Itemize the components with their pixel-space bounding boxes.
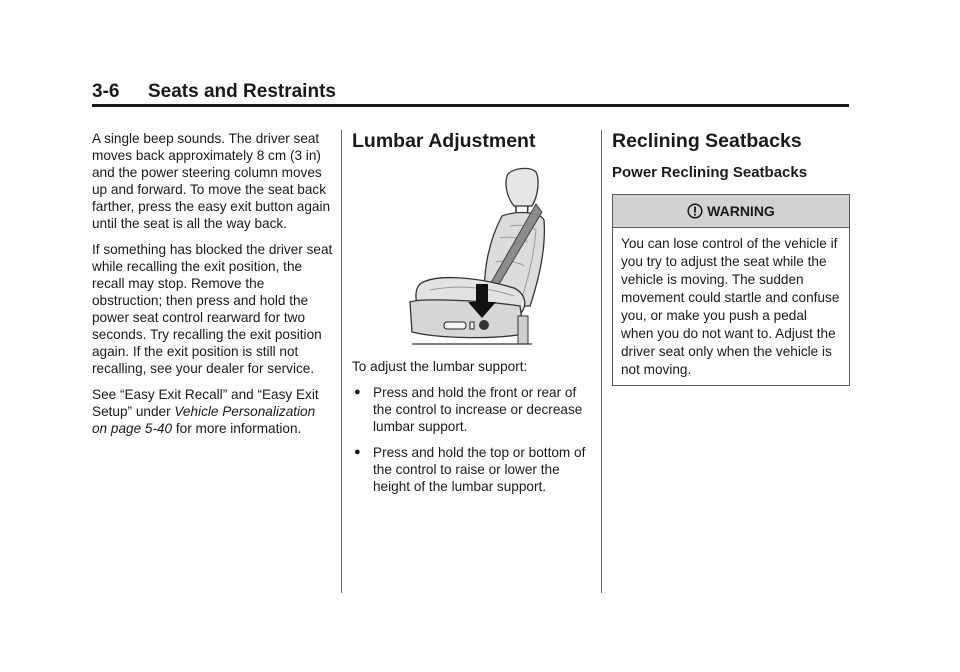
list-item-text: Press and hold the front or rear of the control to increase or decrease lumbar support. xyxy=(373,385,583,434)
warning-icon xyxy=(687,203,703,219)
list-item xyxy=(352,444,592,495)
section-number: 3-6 xyxy=(92,81,120,102)
power-reclining-subheading: Power Reclining Seatbacks xyxy=(612,164,808,181)
column-left xyxy=(92,130,334,446)
page-header xyxy=(92,80,849,107)
column-divider xyxy=(341,130,342,593)
lumbar-heading: Lumbar Adjustment xyxy=(352,130,536,152)
see-also-tail: for more information. xyxy=(172,421,302,436)
lumbar-steps xyxy=(352,384,592,495)
bullet-icon: ● xyxy=(354,386,361,398)
reclining-heading: Reclining Seatbacks xyxy=(612,130,802,152)
warning-box xyxy=(612,194,850,386)
warning-header xyxy=(613,195,849,228)
warning-text: You can lose control of the vehicle if you try to adjust the seat while the vehicle is moving. The sudden movement could startle and confuse you, or make you push a pedal when you do not want to. Adjust the driver seat only when the vehicle is not moving. xyxy=(621,236,840,377)
lumbar-intro: To adjust the lumbar support: xyxy=(352,359,528,374)
column-divider xyxy=(601,130,602,593)
seat-illustration xyxy=(390,166,582,346)
paragraph-see-also xyxy=(92,386,334,437)
list-item-text: Press and hold the top or bottom of the control to raise or lower the height of the lumbar support. xyxy=(373,445,586,494)
paragraph-beep: A single beep sounds. The driver seat moves back approximately 8 cm (3 in) and the power steering column moves up and forward. To move the seat back farther, press the easy exit button again until the seat is all the way back. xyxy=(92,131,331,231)
warning-title: WARNING xyxy=(707,202,775,219)
paragraph-blocked: If something has blocked the driver seat while recalling the exit position, the recall may stop. Remove the obstruction; then press and hold the power seat control rearward for two seconds. Try recalling the exit position again. If the exit position is still not recalling, see your dealer for service. xyxy=(92,242,333,376)
column-middle xyxy=(352,130,592,504)
list-item xyxy=(352,384,592,435)
bullet-icon: ● xyxy=(354,446,361,458)
section-title: Seats and Restraints xyxy=(148,81,336,102)
column-right xyxy=(612,130,852,386)
cross-reference-link[interactable]: Vehicle Personalization on page 5-40 xyxy=(92,404,316,436)
see-also-text: See “Easy Exit Recall” and “Easy Exit Setup” under xyxy=(92,387,319,419)
